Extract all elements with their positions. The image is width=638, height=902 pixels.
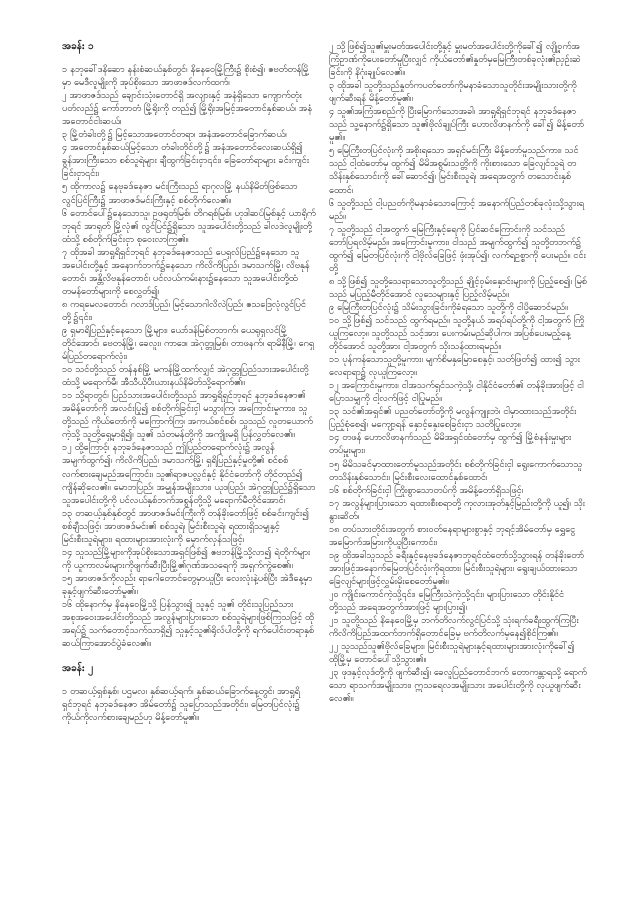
verse: ၈ သို့ဖြစ်၍ သူတို့သေရာသောသူတို့သည် ချိုင့်ဝှမ်းနှောင်းများကို ပြည့်စေ၍၊ မြစ်သည် မပြည့်မီတိုင်အောင် လူသေများနှင့် ပြည့်လိမ့်မည်။ — [329, 275, 587, 300]
verse: ၁၀ သင်တို့သည် တန်နစ်မြို့ မကန်မြို့ထက်လျှင် အဲဂုတ္တုပြည်သားအပေါင်းတို့ ထံသို့ မရောက်မီ၊ အီသီယိုပီးယားနယ်နိမိတ်သို့ရောက်၏။ — [62, 364, 309, 389]
verse: ၅ ထိုကာလ၌ နေဗုခဒ်နေဇာ မင်းကြီးသည် ရာဂုလမြို့ နယ်နိမိတ်ဖြစ်သော လွင်ပြင်ကြီး၌ အာဖာဇဒ်မင်းကြီးနှင့် စစ်တိုက်လေ၏။ — [62, 181, 298, 206]
verse: ၆ သူတို့သည် ငါ့ပညတ်ကိုမနာခံသောကြောင့် အနောက်ပြည်တစ်ခုလုံးသို့သွားရမည်။ — [329, 197, 585, 222]
verse: ၁၃ တဆယ့်နှစ်နှစ်တွင် အာဖာဇဒ်မင်းကြီးကို တန်ခိုးတော်ဖြင့် စစ်ခင်းကျင်း၍ စစ်ချီသဖြင့်၊ အာဖာဇဒ်မင်း၏ စစ်သူရဲ၊ မြင်းစီးသူရဲ၊ ရထားရှိသမျှနှင့် မြင်းစီးသူရဲများ၊ ရထားများအားလုံးကို မှောက်လှန်သဖြင့်၊ — [62, 507, 310, 545]
verse: ၉ မြေကြီးတပြင်လုံး၌ သိမ်းသွားခြင်းကိုခံရသော သူတို့ကို ငါပို့ဆောင်မည်။ — [329, 301, 568, 313]
verse: ၃ ထိုအခါ သူတို့သည်နှုတ်ကပတ်တော်ကိုမနာခံသောသူတိုင်းအမျိုးသားတို့ကိုဖျက်ဆီးရန် မိန့်တော်မူ၏။ — [329, 80, 577, 105]
right-column — [329, 40, 589, 705]
verse: ၂ အာဖာဇဒ်သည် ချောင်းသုံးတောင်ရှိ အလျားနှင့် အနံရှိသော ကျောက်တုံးပတ်လည်၌ ကော်ဘာတံ မြို့ရိုးကို တည်၍ မြို့ရိုးအမြင့်အတောင်နှစ်ဆယ်၊ အနံအတောင်ငါးဆယ်၊ — [62, 90, 312, 128]
chapter-2-verses-start — [62, 685, 316, 724]
verse: ၁၁ ပုန်ကန်သောသူတို့မူကား၊ မျက်စိမနှမြောစေနှင့်၊ သတ်ဖြတ်၍ ထား၍ သွားလေရာရာ၌ လုယူကြလော့။ — [329, 354, 580, 379]
verse: ၁ နဘုခေါ်ဒနိဆော နန်းစံဆယ်နှစ်တွင်၊ နိနေဝေမြို့ကြီး၌ စိုးစံ၍၊ ဧဗတ်တန်မြို့မှာ မေဒီလူမျိုးကို အုပ်စိုးသော အာဖာဇဒ်လက်ထက်၊ — [62, 64, 310, 89]
verse: ၄ သူ၏အကြံအစည်ကို ပြီးမြောက်သောအခါ၊ အာရှုရိရှင်ဘုရင် နဘုခဒ်နေဇာသည် သူ့နောက်၌ရှိသော သူ၏ဗိုလ်ချုပ်ကြီး ဟောလိဖာနက်ကို ခေါ်၍ မိန့်တော်မူ၏။ — [329, 106, 585, 144]
chapter-2-verses-continued — [329, 40, 589, 705]
verse: ၁၆ ထိုနောက်မှ နိနေဝေမြို့သို့ ပြန်သွား၍ သူနှင့် သူ၏ တိုင်းသူပြည်သား အစုအဝေးအပေါင်းတို့သည် အလွန်များပြားသော စစ်သူရဲများဖြစ်ကြသဖြင့် ထိုအရပ်၌ သက်တောင့်သက်သာရှိ၍ သူနှင့်သူ၏ရိုလ်ပါတို့ကို ရက်ပေါင်းတရာနှစ်ဆယ်ကြာအောင်ပွဲခံလေ၏။ — [62, 598, 315, 650]
verse: ၁၈ တပ်သားတိုင်းအတွက် စားဝတ်နေရာများစွာနှင့် ဘုရင့်အိမ်တော်မှ ရွှေငွေ အမြောက်အမြားကိုယူပြီးကောင်း၊ — [329, 523, 576, 548]
verse: ၁၄ သူသည်မြို့များကိုအုပ်စိုးသောအရှင်ဖြစ်၍ ဧဗဘန်မြို့သို့လာ၍ ရဲတိုက်များကို ယူကာလမ်းများကိုဖျက်ဆီးပြီးမြို့၏ဂုဏ်အသရေကို အရှက်ကွဲစေ၏။ — [62, 546, 311, 571]
verse: ၁၆ စစ်တိုက်ခြင်းငှါ ကြိုးစွာသောတပ်ကို အမိန့်တော်ရှိသဖြင့်၊ — [329, 484, 524, 496]
verse: ၅ မြေကြီးတပြင်လုံးကို အစိုးရသော အရှင်မင်းကြီး မိန့်တော်မူသည်ကား၊ သင်သည် ငါ့ထံတော်မှ ထွက်၍ မိမိအစွမ်းသတ္တိကို ကိုးစားသော ခြေလျင်သူရဲ တသိန်းနှစ်သောင်းကို ခေါ်ဆောင်၍၊ မြင်းစီးသူရဲ၊ အရေအတွက် တသောင်းနှစ်ထောင်၊ — [329, 145, 579, 196]
verse: ၁၃ သင်၏အရှင်၏ ပညတ်တော်တို့ကို မလွန်ကျူးဘဲ၊ ငါမှာထားသည်အတိုင်း ပြည့်စုံစေ၍၊ မကျော့ရန် နှောင့်နှေးစေခြင်းငှာ သတိပြုလော့။ — [329, 406, 577, 431]
verse: ၆ တောင်ပေါ်၌နေသောသူ၊ ဥဖရုတ်မြစ်၊ တိဂရစ်မြစ်၊ ဟုဒါဆပ်မြစ်နှင့် ယာရိုက်ဘုရင် အာရုတ် မြို့လုံ၏ လွင်ပြင်၌ရှိသော သူအပေါင်းတို့သည် ခါလဒဲလူမျိုးတို့ထံသို့ စစ်တိုက်ခြင်းငှာ စုဝေးလာကြ၏။ — [62, 207, 316, 245]
chapter-1-verses — [62, 63, 316, 650]
verse: ၇ သူတို့သည် ငါ့အတွက် မြေကြီးနှင့်ရေကို ပြင်ဆင်ကြောင်းကို သင်သည် ဘော်ပြရလိမ့်မည်။ အကြောင်းမူကား၊ ငါသည် အမျက်ထွက်၍ သူတို့တဘက်၌ ထွက်၍ မြေတပြင်လုံးကို ငါ့ဗိုလ်ခြေဖြင့် ဖုံးအုပ်၍၊ လက်ရဥစ္စာကို ပေးမည်။ ငင်းတို့ — [329, 223, 586, 274]
verse: ၁၂ ထို့ကြောင့်၊ နဘုခဒ်နေဇာသည် ဤပြည်တရောက်လုံး၌ အလွန်အမျက်ထွက်၍၊ ကိလိကိပြည်၊ ဒမာသက်မြို့၊ ရှရိပြည်နှင့်မှုတို့၏ စင်စစ် လက်စားချေမည်အကြောင်း၊ သူ၏ရာဇပလ္လင်နှင့် နိုင်ငံတော်ကို တိုင်တည်၍ ကျိန်ဆိုလေ၏။ မောဘပြည်၊ အမ္မုန်အမျိုးသား၊ ယုဒပြည်၊ အဲဂုတ္တုပြည်၌ရှိသော သူအပေါင်းတို့ကို ပင်လယ်နှစ်ဘက်အစွန်တို့သို့ မရောက်မီတိုင်အောင်၊ — [62, 442, 316, 506]
verse: ၇ ထိုအခါ အာရှုရိရှင်ဘုရင် နဘုခဒ်နေဇာသည် ပေရှလ်ပြည်၌နေသော သူအပေါင်းတို့နှင့် အနောက်ဘက်၌နေသော ကိလိကိပြည်၊ ဒမာသက်မြို့၊ လိဗနုန်တောင်၊ အန္တိလိဗနုန်တောင်၊ ပင်လယ်ကမ်းနား၌နေသော သူအပေါင်းတို့ထံ တမန်တော်များကို စေလွှတ်၍၊ — [62, 246, 310, 297]
verse: ၁၇ အလွန်များပြားသော ရထားစီးစရာတို့ ကုလားအုတ်နှင့်မြည်းတို့ကို ယူ၍၊ သိုးနွားဆိတ်၊ — [329, 497, 586, 522]
chapter-2-heading: အခန်း ၂ — [62, 663, 93, 675]
verse: ၁၉ ထိုအခါသူသည် ခရီးနှင့်နေဗုခဒ်နေဇာဘုရင်ထံတော်သို့သွားရန် တန်ခိုးတော်အားဖြင့်အနောက်မြေတပြင်လုံးကိုရထား၊ မြင်းစီးသူရဲများ၊ ရွေးချယ်ထားသောခြေလျင်များဖြင့်လွှမ်းမိုးစေတော်မူ၏။ — [329, 549, 585, 587]
verse: ၂၃ ဖုဒနှင့်လုဒ်တို့ကို ဖျက်ဆီး၍၊ ခေလူပြည်တောင်ဘက် တောကန္တာရသို့ ရောက်သော ရာသက်အမျိုးသား၊ ဣသရေလအမျိုးသား အပေါင်းတို့ကို လုယူဖျက်ဆီးလေ၏။ — [329, 667, 587, 705]
verse: ၂၂ သူသည်သူ၏ဗိုလ်ခြေများ၊ မြင်းစီးသူရဲများနှင့်ရထားများအားလုံးကိုခေါ်၍ ထိုမြို့မှ တောင်ပေါ်သို့သွား၏။ — [329, 641, 575, 666]
verse: ၁ တဆယ့်ရှစ်နှစ်၊ ပဌမလ၊ နှစ်ဆယ့်ရက်၊ နှစ်ဆယ်ခြောက်နေ့တွင်၊ အာရှုရိရှင်ဘုရင် နဘုခဒ်နေဇာ အိမ်တော်၌ သူပြောသည်အတိုင်း၊ မြေတပြင်လုံး၌ ကိုယ်ကိုလက်စားချေမည်ဟု မိန့်တော်မူ၏။ — [62, 686, 300, 724]
verse: ၁၀ သို့ဖြစ်၍ သင်သည် ထွက်ရမည်။ သူတို့နယ် အရပ်ရပ်တို့ကို ငါ့အတွက် ကြိုယူကြလော့။ သူတို့သည် သင့်အား ပေးကမ်းမည်ဆိုပါက၊ အပြစ်ပေးမည့်နေ့တိုင်အောင် သူတို့အား ငါ့အတွက် သိုးသန်ထားရမည်။ — [329, 314, 585, 353]
chapter-1-heading: အခန်း ၁ — [62, 41, 94, 52]
verse: ၂ သို့ဖြစ်၍သူ၏မှူးမတ်အပေါင်းတို့နှင့် မှူးမတ်အပေါင်းတို့ကိုခေါ်၍ လျို့ဝှက်အကြံဥာဏ်ကိုပေးတော်မူပြီးလျှင် ကိုယ်တော်၏နှုတ်မှမြေကြီးတစ်ခုလုံး၏ညှဉ်းဆဲခြင်းကို နိဂုံးချုပ်လေ၏။ — [329, 41, 581, 79]
verse: ၂၁ သူတို့သည် နိနေဝေမြို့မှ ဘက်တိလက်လွင်ပြင်သို့ သုံးရက်ခရီးထွက်ကြပြီး ကိလိကိပြည်အထက်ဘက်ရှိတောင်ခြေမှ ဗက်တိလက်မှနေ၍စိုင်ကြ၏။ — [329, 615, 579, 640]
verse: ၈ ကရမေလတောင်၊ ဂလာဒ်ပြည်၊ မြင့်သောဂါလိလဲပြည်၊ ဧသဒြေလုံလွင်ပြင်တို့၌၎င်း၊ — [62, 298, 306, 323]
verse: ၁၁ သို့ရာတွင်၊ ပြည်သားအပေါင်းတို့သည် အာရှုရိရှင်ဘုရင် နဘုခဒ်နေဇာ၏ အမိန့်တော်ကို အလင်းပြု၍ စစ်တိုက်ခြင်းငှါ မသွားကြ၊ အကြောင်းမူကား၊ သူတို့သည် ကိုယ်တော်ကို မကြောက်ကြ၊ အကယ်စင်စစ်၊ သူသည် လူတယောက်ကဲ့သို့ သူတို့ရှေ့မှာရှိ၍၊ သူ၏ သံတမန်တို့ကို အကျိုးမရှိ ပြန်လွှတ်လေ၏။ — [62, 390, 313, 441]
verse: ၁၅ အာဖာဇဒ်ကိုလည်း ရာဂေါတောင်တွေမှာယူပြီး လေးလုံးနဲ့ပစ်ပြီး အဲဒီနေ့မှာ ခုနှင့်ဖျက်ဆီးတော်မူ၏။ — [62, 572, 313, 597]
verse: ၂၀ ကျိုင်းကောင်ကဲ့သို့၎င်း၊ မြေကြီးသဲကဲ့သို့၎င်း၊ များပြားသော တိုင်းနိုင်ငံတို့သည် အရေအတွက်အားဖြင့် များပြား၍၊ — [329, 588, 565, 614]
verse: ၉ ရှမာရိပြည်နှင့်နေသော မြို့များ၊ ယော်ဒန်မြစ်တဘက်၊ ယေရုရှလင်မြို့တိုင်အောင်၊ ဗေတန်မြို့၊ ခေလူး၊ ကာဒေ၊ အဲဂုတ္တုမြစ်၊ တာဖနက်၊ ရာမိနီမြို့၊ ဂေရှမ်ပြည်တရောက်လုံး၊ — [62, 324, 315, 363]
verse: ၁၄ တဖန် ဟောလိဖာနက်သည် မိမိအရှင်ထံတော်မှ ထွက်၍ မြို့စံနန်းမှုးများ တပ်မှူးများ၊ — [329, 432, 572, 457]
verse: ၁၂ အကြောင်းမူကား၊ ငါအသက်ရှင်သကဲ့သို့၊ ငါနိုင်ငံတော်၏ တန်ခိုးအားဖြင့် ငါပြောသမျှကို ငါ့လက်ဖြင့် ငါပြုမည်။ — [329, 380, 584, 405]
left-column — [62, 40, 316, 724]
verse: ၃ မြို့တံခါးတို့၌ မြင့်သောအတောင်တရာ၊ အနံအတောင်ခြောက်ဆယ်၊ — [62, 129, 287, 141]
verse: ၁၅ မိမိသခင်မှာထားတော်မူသည်အတိုင်း စစ်တိုက်ခြင်းငှါ ရွေးကောက်သောသူ တသိန်းနှစ်သောင်း၊ မြင်းစီးလေးထောင်နှစ်ထောင်၊ — [329, 458, 583, 483]
verse: ၄ အတောင်နှစ်ဆယ်မြင့်သော တံခါးတိုင်တို့၌ အနံအတောင်လေးဆယ်ရှိ၍ ခွန်အားကြီးသော စစ်သူရဲများ ချီထွက်ခြင်းငှာ၎င်း၊ ခြေတော်ရာများ ခင်းကျင်းခြင်းငှာ၎င်း၊ — [62, 142, 310, 180]
